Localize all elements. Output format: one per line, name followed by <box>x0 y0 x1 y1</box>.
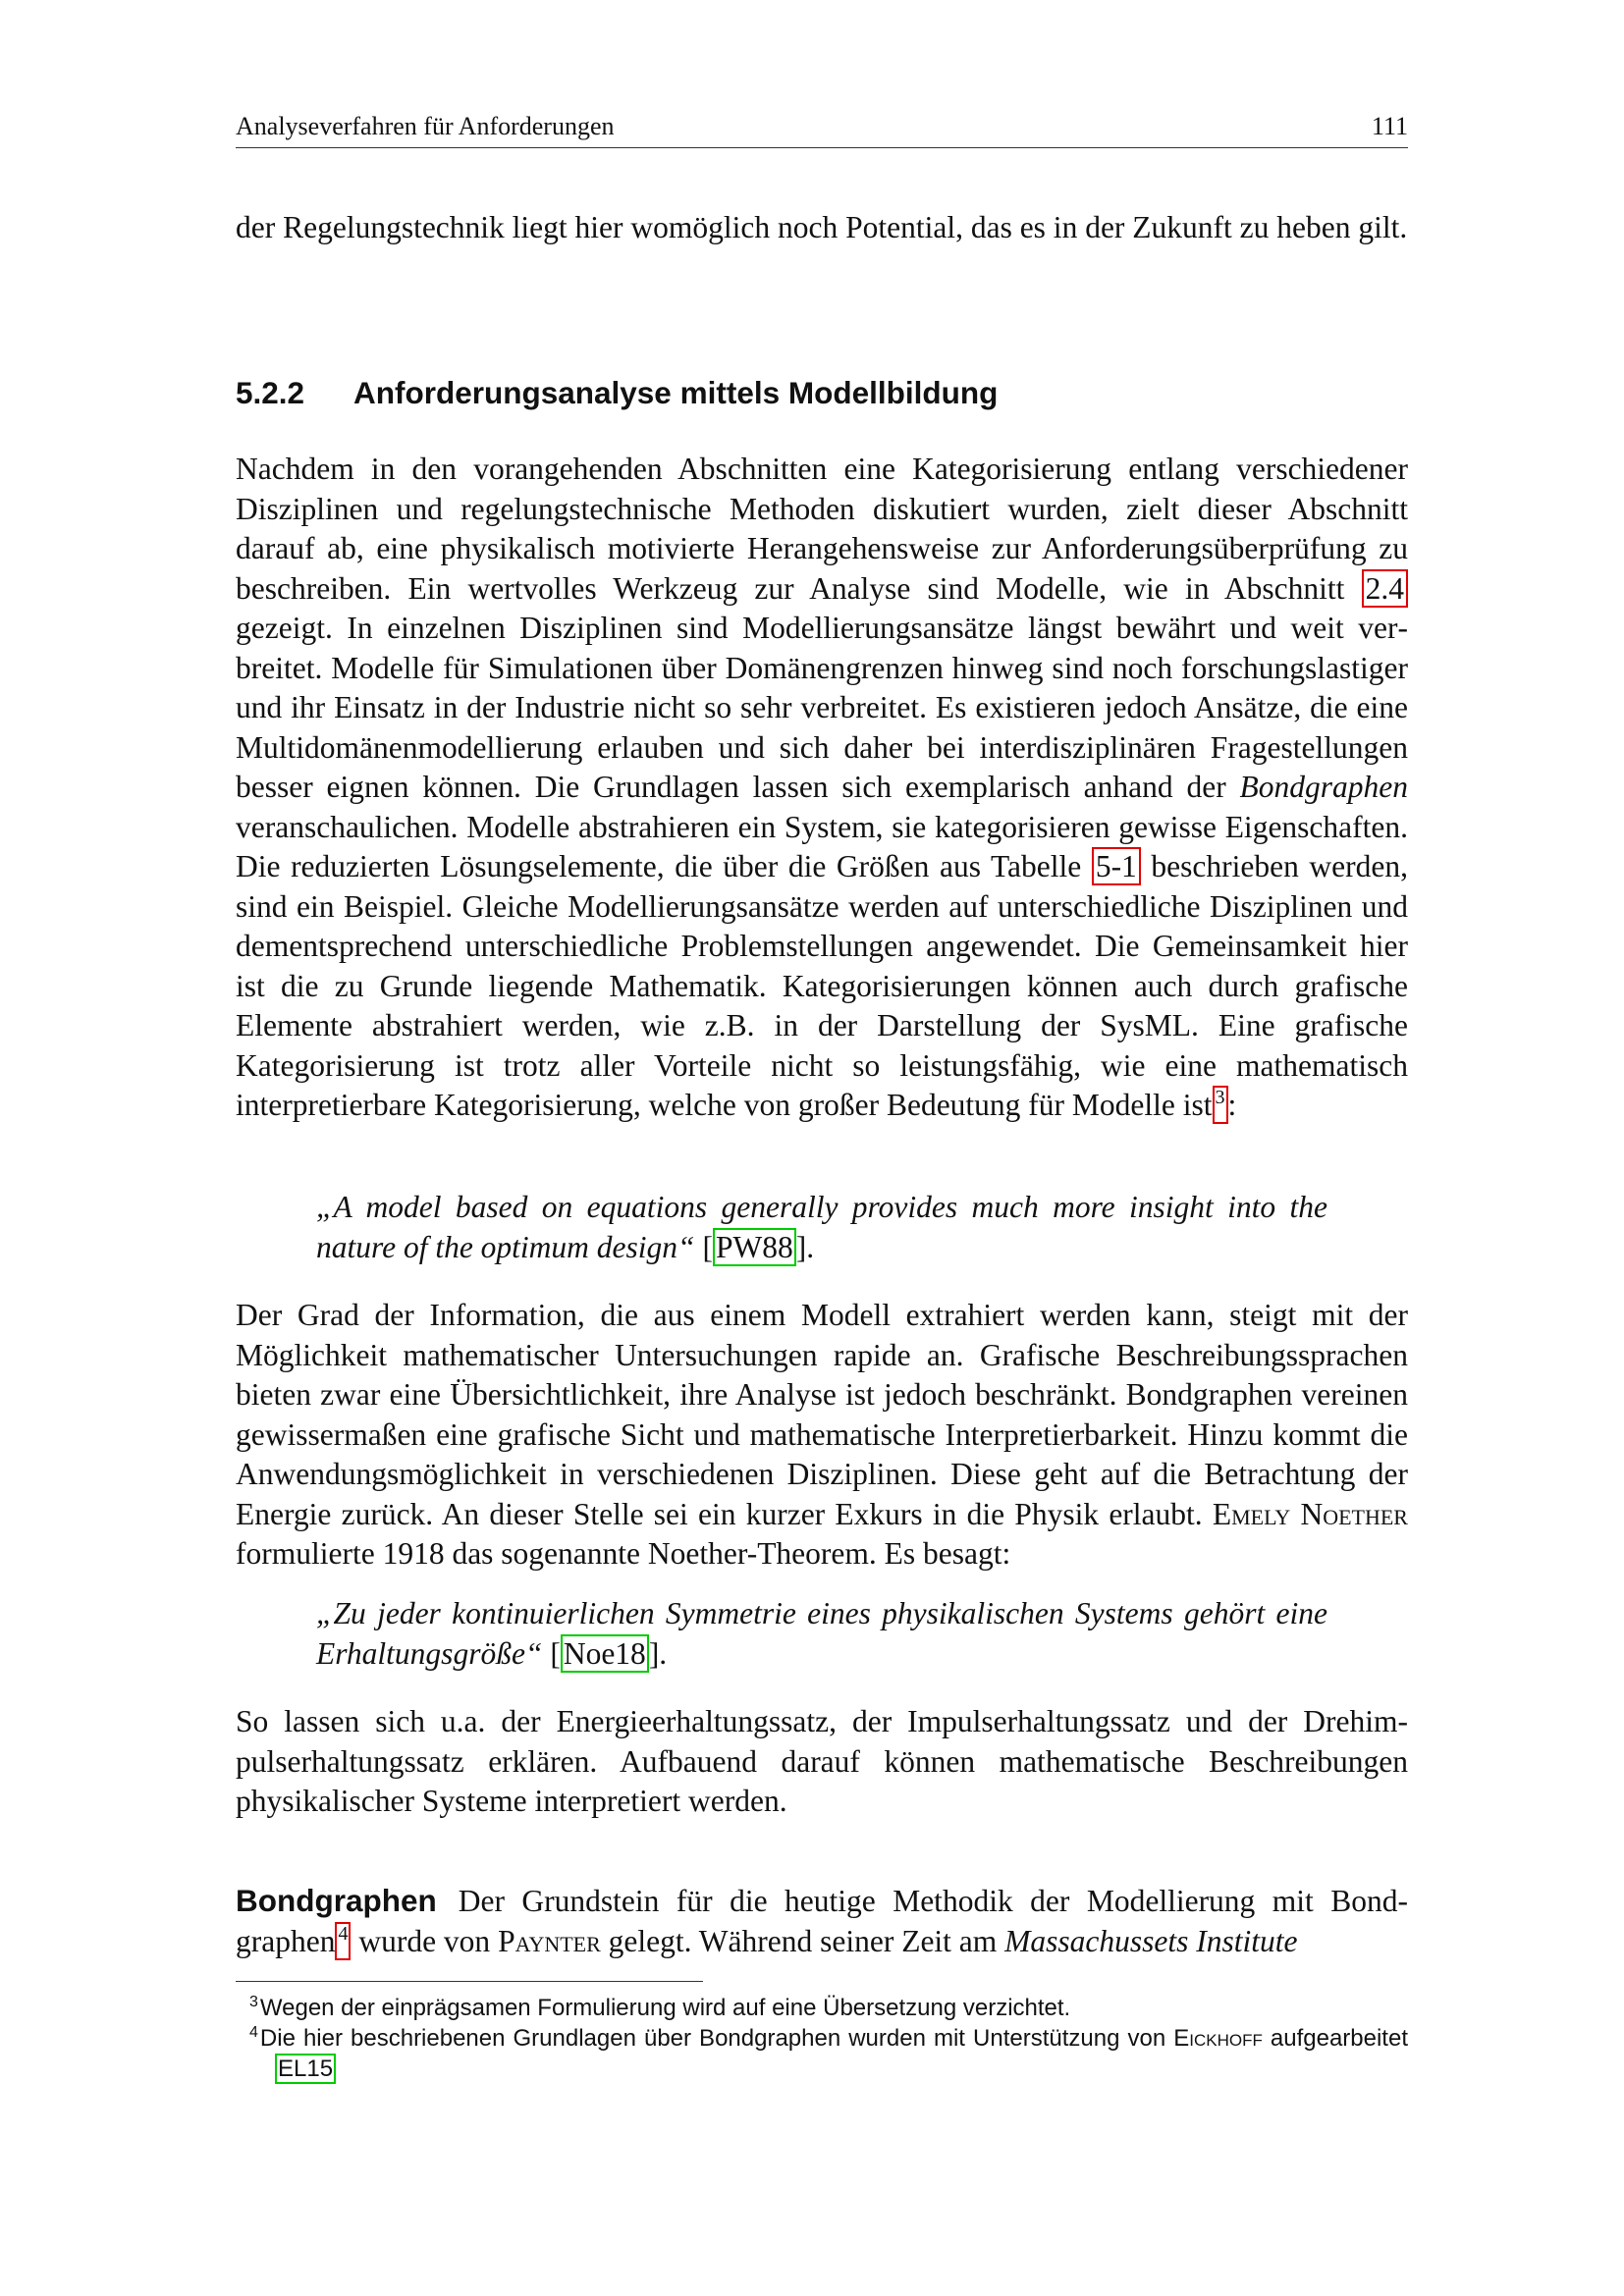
section-heading <box>236 375 1408 411</box>
section-ref-link[interactable]: 2.4 <box>1362 569 1408 608</box>
text-run: beschrieben werden, sind ein Beispiel. Gleiche Modellierungsansätze werden auf unterschiedliche Disziplinen und dementsprechend unterschiedliche Problemstellungen angewendet. Die Gemeinsamkeit hier ist die zu Grunde liegende Mathematik. Kategorisierungen können auch durch grafische Elemente abstrahiert werden, wie z.B. in der Darstellung der SysML. Eine grafische Kategorisierung ist trotz aller Vorteile nicht so leistungsfähig, wie eine mathematisch interpretierbare Kategorisierung, welche von großer Bedeutung für Modelle ist <box>236 849 1408 1122</box>
footnote-number: 4 <box>249 2024 258 2041</box>
quote-text: „A model based on equations generally provides much more insight into the nature of the optimum design“ <box>316 1190 1327 1264</box>
person-name: Emely Noether <box>1212 1496 1408 1531</box>
intro-paragraph: der Regelungstechnik liegt hier womöglich noch Potential, das es in der Zukunft zu heben gilt. <box>236 210 1408 244</box>
running-header <box>236 110 1408 148</box>
footnotes <box>249 1993 1408 2084</box>
footnote-number: 3 <box>249 1994 258 2010</box>
footnote-text: Die hier beschriebenen Grundlagen über Bondgraphen wurden mit Unterstützung von <box>259 2025 1174 2052</box>
text-run: formulierte 1918 das sogenannte Noether-Theorem. Es besagt: <box>236 1536 1011 1571</box>
footnote-divider <box>236 1981 703 1982</box>
citation-link[interactable]: PW88 <box>713 1228 796 1266</box>
text-run: Nachdem in den vorangehenden Abschnitten eine Kategorisierung entlang verschiedener Disziplinen und regelungstechnische Methoden diskutiert wurden, zielt dieser Abschnitt darauf ab, eine physikalisch motivierte Herangehensweise zur Anforderungsüberprüfung zu beschreiben. Ein wertvolles Werkzeug zur Analyse sind Modelle, wie in Abschnitt <box>236 452 1408 606</box>
text-run: : <box>1227 1088 1237 1122</box>
quote-block: „A model based on equations generally provides much more insight into the nature of the optimum design“ [PW88]. <box>316 1190 1327 1264</box>
emphasized-term: Bondgraphen <box>1239 770 1408 804</box>
footnote-mark: 3 <box>1215 1087 1225 1108</box>
citation-link[interactable]: Noe18 <box>561 1634 649 1673</box>
text-run: wurde von <box>351 1923 499 1958</box>
citation-link[interactable]: EL15 <box>275 2054 336 2084</box>
information-paragraph <box>236 1296 1408 1575</box>
footnote-3-link[interactable] <box>1213 1086 1228 1124</box>
section-title: Anforderungsanalyse mittels Modellbildung <box>353 375 999 410</box>
text-run: gezeigt. In einzelnen Disziplinen sind Modellierungsansätze längst bewährt und weit verbreitet. Modelle für Simulationen über Domänengrenzen hinweg sind noch forschungslastiger und ihr Einsatz in der Industrie nicht so sehr verbreitet. Es existieren jedoch Ansätze, die eine Multidomänenmodellierung erlauben und sich daher bei interdisziplinären Fragestellungen besser eignen können. Die Grundlagen lassen sich exemplarisch anhand der <box>236 611 1408 804</box>
text-run: Der Grundstein für die heutige Methodik der Modellierung mit Bondgraphen <box>236 1884 1408 1958</box>
text-run: Der Grad der Information, die aus einem Modell extrahiert werden kann, steigt mit der Möglichkeit mathematischer Untersuchungen rapide an. Grafische Beschreibungssprachen bieten zwar eine Übersichtlichkeit, ihre Analyse ist jedoch beschränkt. Bondgraphen vereinen gewissermaßen eine grafische Sicht und mathematische Interpretierbarkeit. Hinzu kommt die Anwendungsmöglichkeit in verschiedenen Disziplinen. Diese geht auf die Betrachtung der Energie zurück. An dieser Stelle sei ein kurzer Exkurs in die Physik erlaubt. <box>236 1298 1408 1531</box>
footnote-4-link[interactable] <box>335 1922 351 1960</box>
main-paragraph <box>236 450 1408 1126</box>
footnote-4 <box>249 2023 1408 2084</box>
person-name: Paynter <box>498 1923 601 1958</box>
person-name: Eickhoff <box>1173 2025 1263 2052</box>
paragraph-heading: Bondgraphen <box>236 1883 437 1918</box>
text-run: veranschaulichen. Modelle abstrahieren ein System, sie kategorisieren gewisse Eigenschaften. Die reduzierten Lösungselemente, die über die Größen aus Tabelle <box>236 809 1408 883</box>
footnote-text: Wegen der einprägsamen Formulierung wird auf eine Übersetzung verzichtet. <box>259 1995 1071 2021</box>
section-number: 5.2.2 <box>236 375 305 410</box>
running-title: Analyseverfahren für Anforderungen <box>236 112 615 140</box>
quote-block: „Zu jeder kontinuierlichen Symmetrie eines physikalischen Systems gehört eine Erhaltungsgröße“ [Noe18]. <box>316 1596 1327 1671</box>
conservation-paragraph: So lassen sich u.a. der Energieerhaltungssatz, der Impulserhaltungssatz und der Drehimpulserhaltungssatz erklären. Aufbauend darauf können mathematische Beschreibungen physikalischer Systeme interpretiert werden. <box>236 1704 1408 1818</box>
quote-text: „Zu jeder kontinuierlichen Symmetrie eines physikalischen Systems gehört eine Erhaltungsgröße“ <box>316 1596 1327 1671</box>
page-number: 111 <box>1371 112 1408 140</box>
footnote-text: aufgearbeitet <box>1262 2025 1408 2052</box>
bondgraph-paragraph <box>236 1881 1408 1961</box>
text-run: gelegt. Während seiner Zeit am <box>600 1923 1005 1958</box>
footnote-3 <box>249 1993 1408 2023</box>
table-ref-link[interactable]: 5-1 <box>1092 847 1141 885</box>
emphasized-term: Massachussets Institute <box>1004 1923 1298 1958</box>
footnote-mark: 4 <box>338 1922 349 1945</box>
